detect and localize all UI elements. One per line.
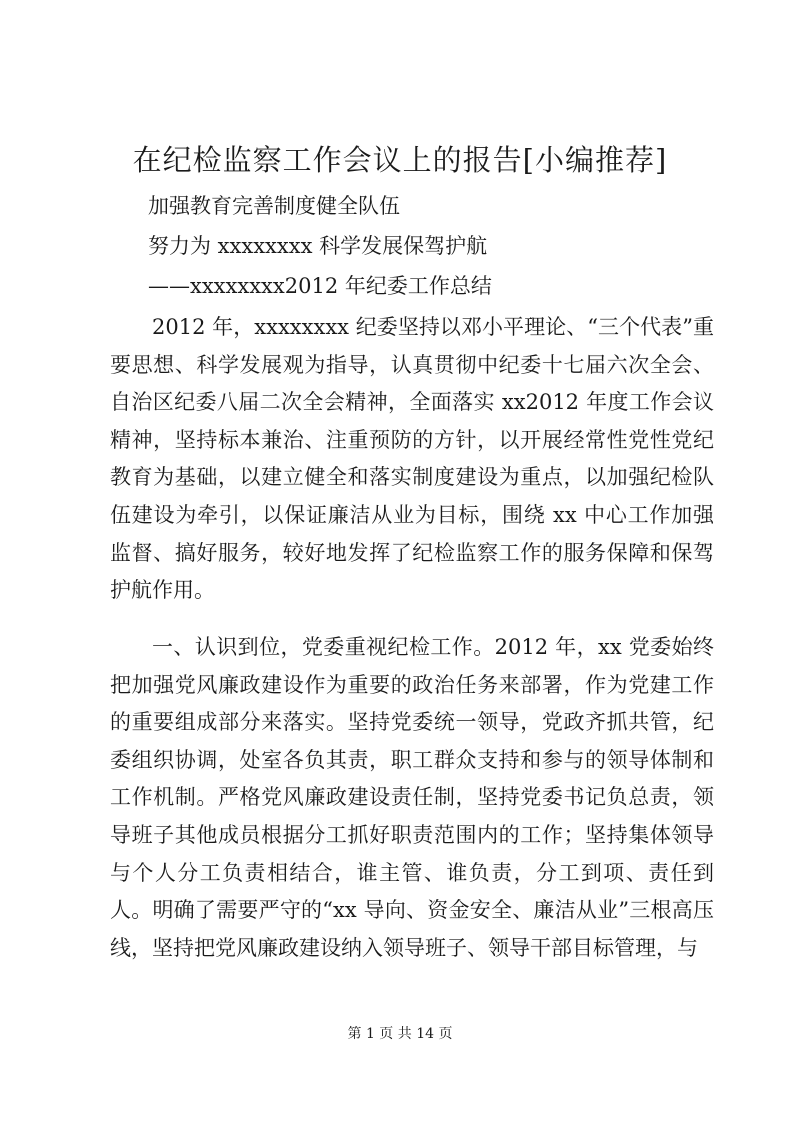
document-title: 在纪检监察工作会议上的报告[小编推荐] xyxy=(132,143,668,177)
subtitle-line-3: ——xxxxxxxx2012 年纪委工作总结 xyxy=(148,274,492,298)
page-footer: 第 1 页 共 14 页 xyxy=(347,1026,453,1042)
body-paragraph-2: 一、认识到位，党委重视纪检工作。2012 年，xx 党委始终把加强党风廉政建设作为重要的政治任务来部署，作为党建工作的重要组成部分来落实。坚持党委统一领导，党政齐抓共管，纪委组织协调，处室各负其责，职工群众支持和参与的领导体制和工作机制。严格党风廉政建设责任制，坚持党委书记负总责，领导班子其他成员根据分工抓好职责范围内的工作；坚持集体领导与个人分工负责相结合，谁主管、谁负责，分工到项、责任到人。明确了需要严守的“xx 导向、资金安全、廉洁从业”三根高压线，坚持把党风廉政建设纳入领导班子、领导干部目标管理，与 xyxy=(110,635,714,960)
body-paragraph-1: 2012 年，xxxxxxxx 纪委坚持以邓小平理论、“三个代表”重要思想、科学发展观为指导，认真贯彻中纪委十七届六次全会、自治区纪委八届二次全会精神，全面落实 xx2012 年度工作会议精神，坚持标本兼治、注重预防的方针，以开展经常性党性党纪教育为基础，以建立健全和落实制度建设为重点，以加强纪检队伍建设为牵引，以保证廉洁从业为目标，围绕 xx 中心工作加强监督、搞好服务，较好地发挥了纪检监察工作的服务保障和保驾护航作用。 xyxy=(110,315,714,603)
subtitle-line-1: 加强教育完善制度健全队伍 xyxy=(148,194,400,218)
subtitle-line-2: 努力为 xxxxxxxx 科学发展保驾护航 xyxy=(148,234,488,258)
